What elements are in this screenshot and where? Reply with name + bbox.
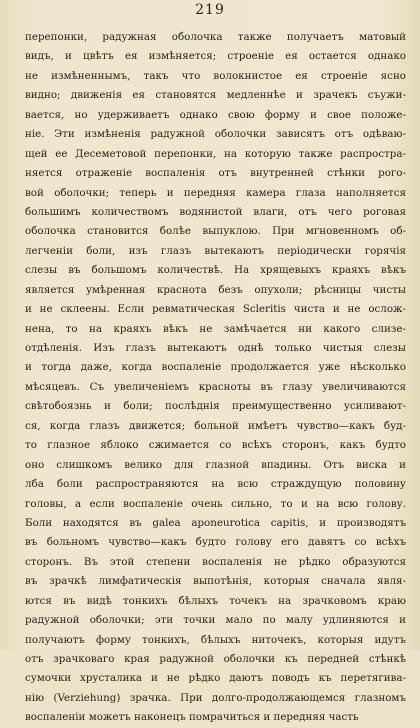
text-line: въ зрачкѣ лимфатическія выпотѣнія, которыя сначала явля-	[25, 575, 406, 588]
text-line: является умѣренная краснота безъ опухоли; рѣсницы чисты	[25, 283, 406, 296]
text-line: воспаленіи можетъ наконецъ помрачиться и передняя часть	[25, 711, 359, 724]
text-line: и не склеены. Если ревматическая Scleritis чиста и не ослож-	[25, 303, 406, 316]
text-line: вается, но удерживаетъ однако свою форму и свое положе-	[25, 108, 406, 121]
text-line: ніе. Эти измѣненія радужной оболочки зависятъ отъ одѣваю-	[25, 128, 406, 141]
text-line: видъ, и цвѣтъ ея измѣняется; строеніе ея остается однако	[25, 50, 406, 63]
text-line: сумочки хрусталика и не рѣдко даютъ поводъ къ перетягива-	[25, 672, 406, 685]
text-line: легченіи боли, изъ глазъ вытекаютъ періодически горячія	[25, 244, 406, 257]
text-line: и тогда даже, когда воспаленіе продолжается уже нѣсколько	[25, 361, 406, 374]
text-line: ются въ видѣ тонкихъ бѣлыхъ точекъ на зрачковомъ краю	[25, 594, 406, 607]
text-line: сторонъ. Въ этой степени воспаленія не рѣдко образуются	[25, 555, 406, 568]
text-line: оболочка становится болѣе выпуклою. При мгновенномъ об-	[25, 225, 406, 238]
text-line: мѣсяцевъ. Съ увеличеніемъ красноты въ глазу увеличиваются	[25, 380, 406, 393]
text-line: вой оболочки; теперь и передняя камера глаза наполняется	[25, 186, 406, 199]
text-line: слезы въ большомъ количествѣ. На хрящевыхъ краяхъ вѣкъ	[25, 264, 406, 277]
text-line: Боли находятся въ galea aponeurotica capitis, и производятъ	[25, 516, 406, 529]
body-text	[25, 28, 406, 728]
text-line: головы, а если воспаленіе очень сильно, то и на всю голову.	[25, 497, 406, 510]
text-line: видно; движенія ея становятся медленнѣе и зрачекъ съужи-	[25, 89, 406, 102]
text-line: перепонки, радужная оболочка также получаетъ матовый	[25, 31, 406, 43]
text-line: лба боли распространяются на всю страждущую половину	[25, 478, 406, 491]
text-line: свѣтобоязнь и боли; послѣднія преимущественно усиливают-	[25, 400, 406, 413]
text-line: няется отраженіе воспаленія отъ внутренней стѣнки рого-	[25, 167, 406, 180]
text-line: не измѣненнымъ, такъ что волокнистое ея строеніе ясно	[25, 69, 406, 82]
text-line: отдѣленія. Изъ глазъ вытекаютъ однѣ только чистыя слезы	[25, 342, 406, 354]
text-line: ся, когда глазъ движется; больной имѣетъ чувство—какъ буд-	[25, 419, 406, 432]
text-line: большимъ количествомъ водянистой влаги, отъ чего роговая	[25, 205, 406, 218]
text-line: радужной оболочки; эти точки мало по малу удлиняются и	[25, 614, 406, 627]
text-line: отъ зрачковаго края радужной оболочки къ передней стѣнкѣ	[25, 653, 406, 665]
text-line: щей ее Десеметовой перепонки, на которую также распростра-	[25, 147, 406, 160]
page-number: 219	[195, 2, 225, 18]
text-line: нію (Verziehung) зрачка. При долго-продолжающемся глазномъ	[25, 691, 406, 704]
text-line: получаютъ форму тонкихъ, бѣлыхъ ниточекъ, которыя идутъ	[25, 633, 406, 646]
text-line: оно слишкомъ велико для глазной впадины. Отъ виска и	[25, 458, 406, 471]
text-line: въ больномъ чувство—какъ будто голову его давятъ со всѣхъ	[25, 536, 406, 549]
text-line: то глазное яблоко сжимается со всѣхъ сторонъ, какъ будто	[25, 439, 406, 452]
text-line: нена, то на краяхъ вѣкъ не замѣчается ни какого слизе-	[25, 322, 406, 335]
